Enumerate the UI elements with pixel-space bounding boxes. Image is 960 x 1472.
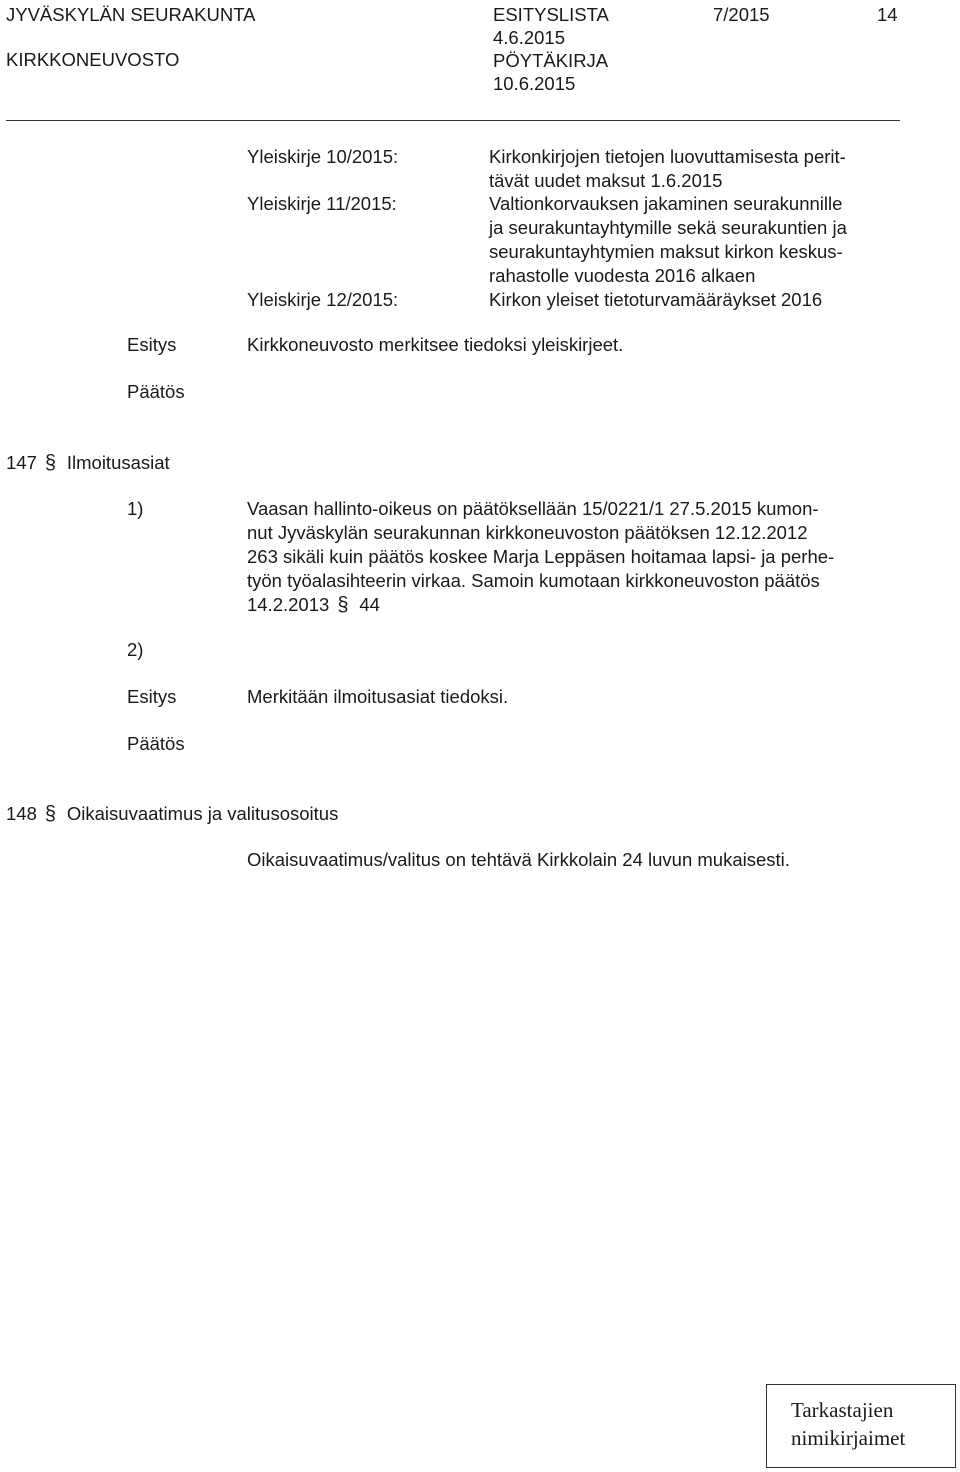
section-number: 147 [6, 452, 37, 473]
initials-box-line: Tarkastajien [791, 1398, 894, 1422]
section-symbol: § [44, 452, 56, 474]
circular-text-line: Kirkon yleiset tietoturvamääräykset 2016 [489, 289, 823, 310]
item-number: 1) [127, 498, 144, 519]
section-heading-147 [6, 451, 170, 475]
circular-label: Yleiskirje 11/2015: [247, 193, 397, 214]
section-heading-148 [6, 802, 338, 826]
initials-box-line: nimikirjaimet [791, 1426, 906, 1450]
item-text-line: nut Jyväskylän seurakunnan kirkkoneuvoston päätöksen 12.12.2012 [247, 522, 808, 543]
item-text-line: 263 sikäli kuin päätös koskee Marja Leppäsen hoitamaa lapsi- ja perhe- [247, 546, 835, 567]
initials-box [766, 1384, 956, 1468]
minutes-date: 10.6.2015 [493, 73, 576, 94]
proposal-label: Esitys [127, 334, 177, 355]
proposal-text: Merkitään ilmoitusasiat tiedoksi. [247, 686, 509, 707]
circular-label: Yleiskirje 12/2015: [247, 289, 399, 310]
reference-number: 44 [359, 594, 380, 615]
board-name: KIRKKONEUVOSTO [6, 49, 180, 70]
section-title: Ilmoitusasiat [66, 452, 170, 473]
agenda-date: 4.6.2015 [493, 27, 566, 48]
circular-text-line: Valtionkorvauksen jakaminen seurakunnille [489, 193, 843, 214]
proposal-label: Esitys [127, 686, 177, 707]
circular-text-line: ja seurakuntayhtymille sekä seurakuntien ja [489, 217, 847, 238]
decision-label: Päätös [127, 733, 185, 754]
circular-text-line: Kirkonkirjojen tietojen luovuttamisesta perit- [489, 146, 846, 167]
organization-name: JYVÄSKYLÄN SEURAKUNTA [6, 4, 256, 25]
reference-date: 14.2.2013 [247, 594, 330, 615]
appeal-instructions-text: Oikaisuvaatimus/valitus on tehtävä Kirkkolain 24 luvun mukaisesti. [247, 849, 790, 870]
header-divider [6, 120, 900, 121]
section-symbol: § [44, 803, 56, 825]
circular-text-line: rahastolle vuodesta 2016 alkaen [489, 265, 756, 286]
proposal-text: Kirkkoneuvosto merkitsee tiedoksi yleiskirjeet. [247, 334, 624, 355]
minutes-label: PÖYTÄKIRJA [493, 50, 609, 71]
item-text-line [247, 593, 380, 617]
circular-text-line: seurakuntayhtymien maksut kirkon keskus- [489, 241, 843, 262]
agenda-label: ESITYSLISTA [493, 4, 609, 25]
section-title: Oikaisuvaatimus ja valitusosoitus [66, 803, 339, 824]
item-text-line: Vaasan hallinto-oikeus on päätöksellään 15/0221/1 27.5.2015 kumon- [247, 498, 819, 519]
page-number: 14 [877, 4, 898, 25]
circular-label: Yleiskirje 10/2015: [247, 146, 399, 167]
decision-label: Päätös [127, 381, 185, 402]
section-number: 148 [6, 803, 37, 824]
item-number: 2) [127, 639, 144, 660]
circular-text-line: tävät uudet maksut 1.6.2015 [489, 170, 723, 191]
section-symbol: § [337, 594, 349, 616]
meeting-number: 7/2015 [713, 4, 770, 25]
item-text-line: työn työalasihteerin virkaa. Samoin kumotaan kirkkoneuvoston päätös [247, 570, 820, 591]
